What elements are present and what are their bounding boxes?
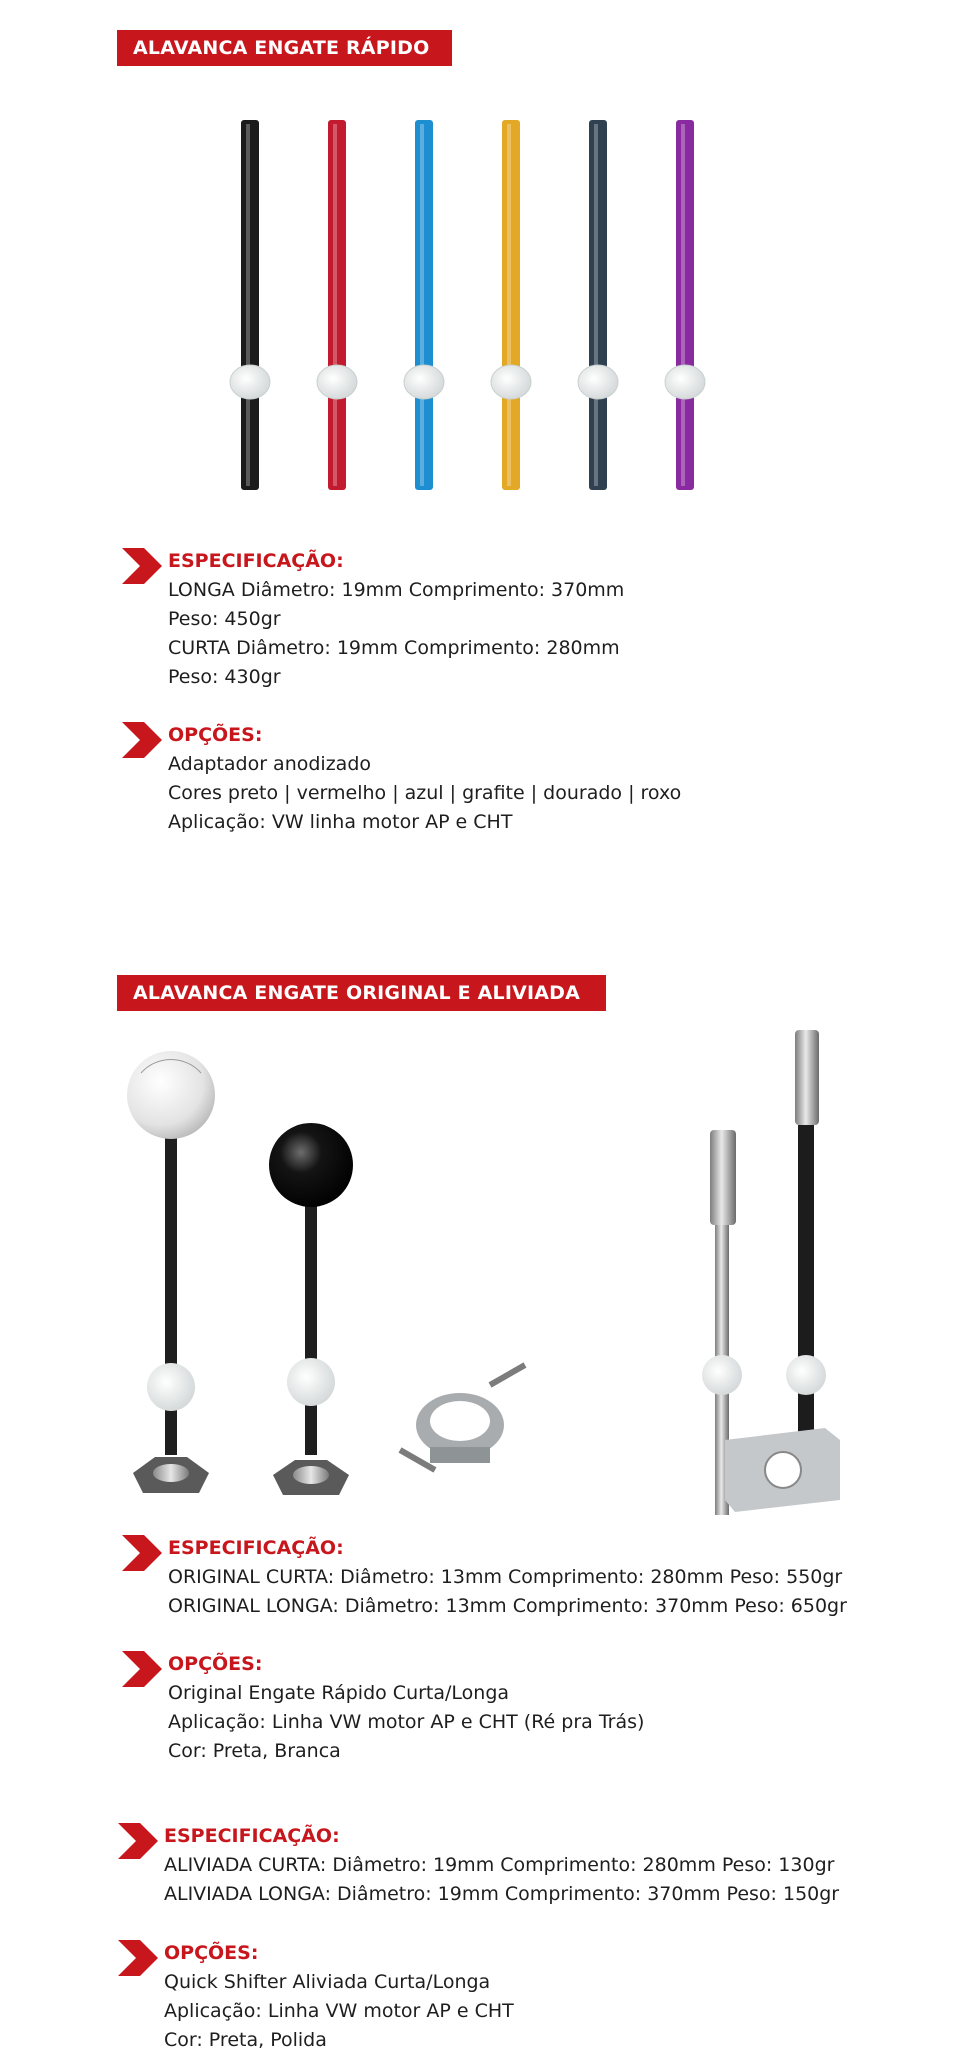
options-line: Original Engate Rápido Curta/Longa: [168, 1682, 510, 1704]
white-knob-lever-image: [115, 1045, 230, 1500]
colored-lever: [230, 120, 270, 490]
options-line: Cor: Preta, Polida: [164, 2029, 327, 2051]
colored-lever: [665, 120, 705, 490]
spec-line: ALIVIADA LONGA: Diâmetro: 19mm Comprimento: 370mm Peso: 150gr: [164, 1883, 840, 1905]
chevron-arrow-icon: [118, 548, 162, 584]
chevron-arrow-icon: [118, 1535, 162, 1571]
options-block-aliviada: [114, 1940, 874, 2052]
spec-block-aliviada: [114, 1823, 874, 1907]
options-line: Aplicação: VW linha motor AP e CHT: [168, 811, 513, 833]
options-line: Cor: Preta, Branca: [168, 1740, 341, 1762]
chevron-arrow-icon: [118, 1651, 162, 1687]
options-line: Aplicação: Linha VW motor AP e CHT: [164, 2000, 514, 2022]
options-block-original: [118, 1651, 878, 1763]
section-banner-original-aliviada: ALAVANCA ENGATE ORIGINAL E ALIVIADA: [117, 975, 606, 1011]
aliviada-levers-image: [685, 1030, 845, 1515]
colored-levers-image: [200, 110, 760, 500]
spec-heading: ESPECIFICAÇÃO:: [168, 1537, 344, 1559]
spec-line: CURTA Diâmetro: 19mm Comprimento: 280mm: [168, 637, 620, 659]
options-heading: OPÇÕES:: [168, 1653, 263, 1675]
colored-lever: [578, 120, 618, 490]
spec-block-engate-rapido: [118, 548, 818, 690]
spec-block-original: [118, 1535, 878, 1619]
colored-lever: [317, 120, 357, 490]
options-line: Adaptador anodizado: [168, 753, 372, 775]
black-knob-lever-image: [255, 1120, 370, 1500]
adapter-ring-image: [390, 1355, 540, 1495]
spec-line: Peso: 430gr: [168, 666, 281, 688]
spec-line: ALIVIADA CURTA: Diâmetro: 19mm Comprimento: 280mm Peso: 130gr: [164, 1854, 835, 1876]
options-block-engate-rapido: [118, 722, 818, 834]
spec-heading: ESPECIFICAÇÃO:: [168, 550, 344, 572]
chevron-arrow-icon: [118, 722, 162, 758]
section-banner-engate-rapido: ALAVANCA ENGATE RÁPIDO: [117, 30, 452, 66]
options-line: Aplicação: Linha VW motor AP e CHT (Ré pra Trás): [168, 1711, 645, 1733]
options-line: Quick Shifter Aliviada Curta/Longa: [164, 1971, 491, 1993]
chevron-arrow-icon: [114, 1823, 158, 1859]
spec-line: LONGA Diâmetro: 19mm Comprimento: 370mm: [168, 579, 625, 601]
options-heading: OPÇÕES:: [168, 724, 263, 746]
spec-line: Peso: 450gr: [168, 608, 281, 630]
spec-line: ORIGINAL CURTA: Diâmetro: 13mm Comprimento: 280mm Peso: 550gr: [168, 1566, 843, 1588]
options-line: Cores preto | vermelho | azul | grafite | dourado | roxo: [168, 782, 682, 804]
chevron-arrow-icon: [114, 1940, 158, 1976]
spec-line: ORIGINAL LONGA: Diâmetro: 13mm Comprimento: 370mm Peso: 650gr: [168, 1595, 847, 1617]
options-heading: OPÇÕES:: [164, 1942, 259, 1964]
colored-lever: [404, 120, 444, 490]
spec-heading: ESPECIFICAÇÃO:: [164, 1825, 340, 1847]
colored-lever: [491, 120, 531, 490]
